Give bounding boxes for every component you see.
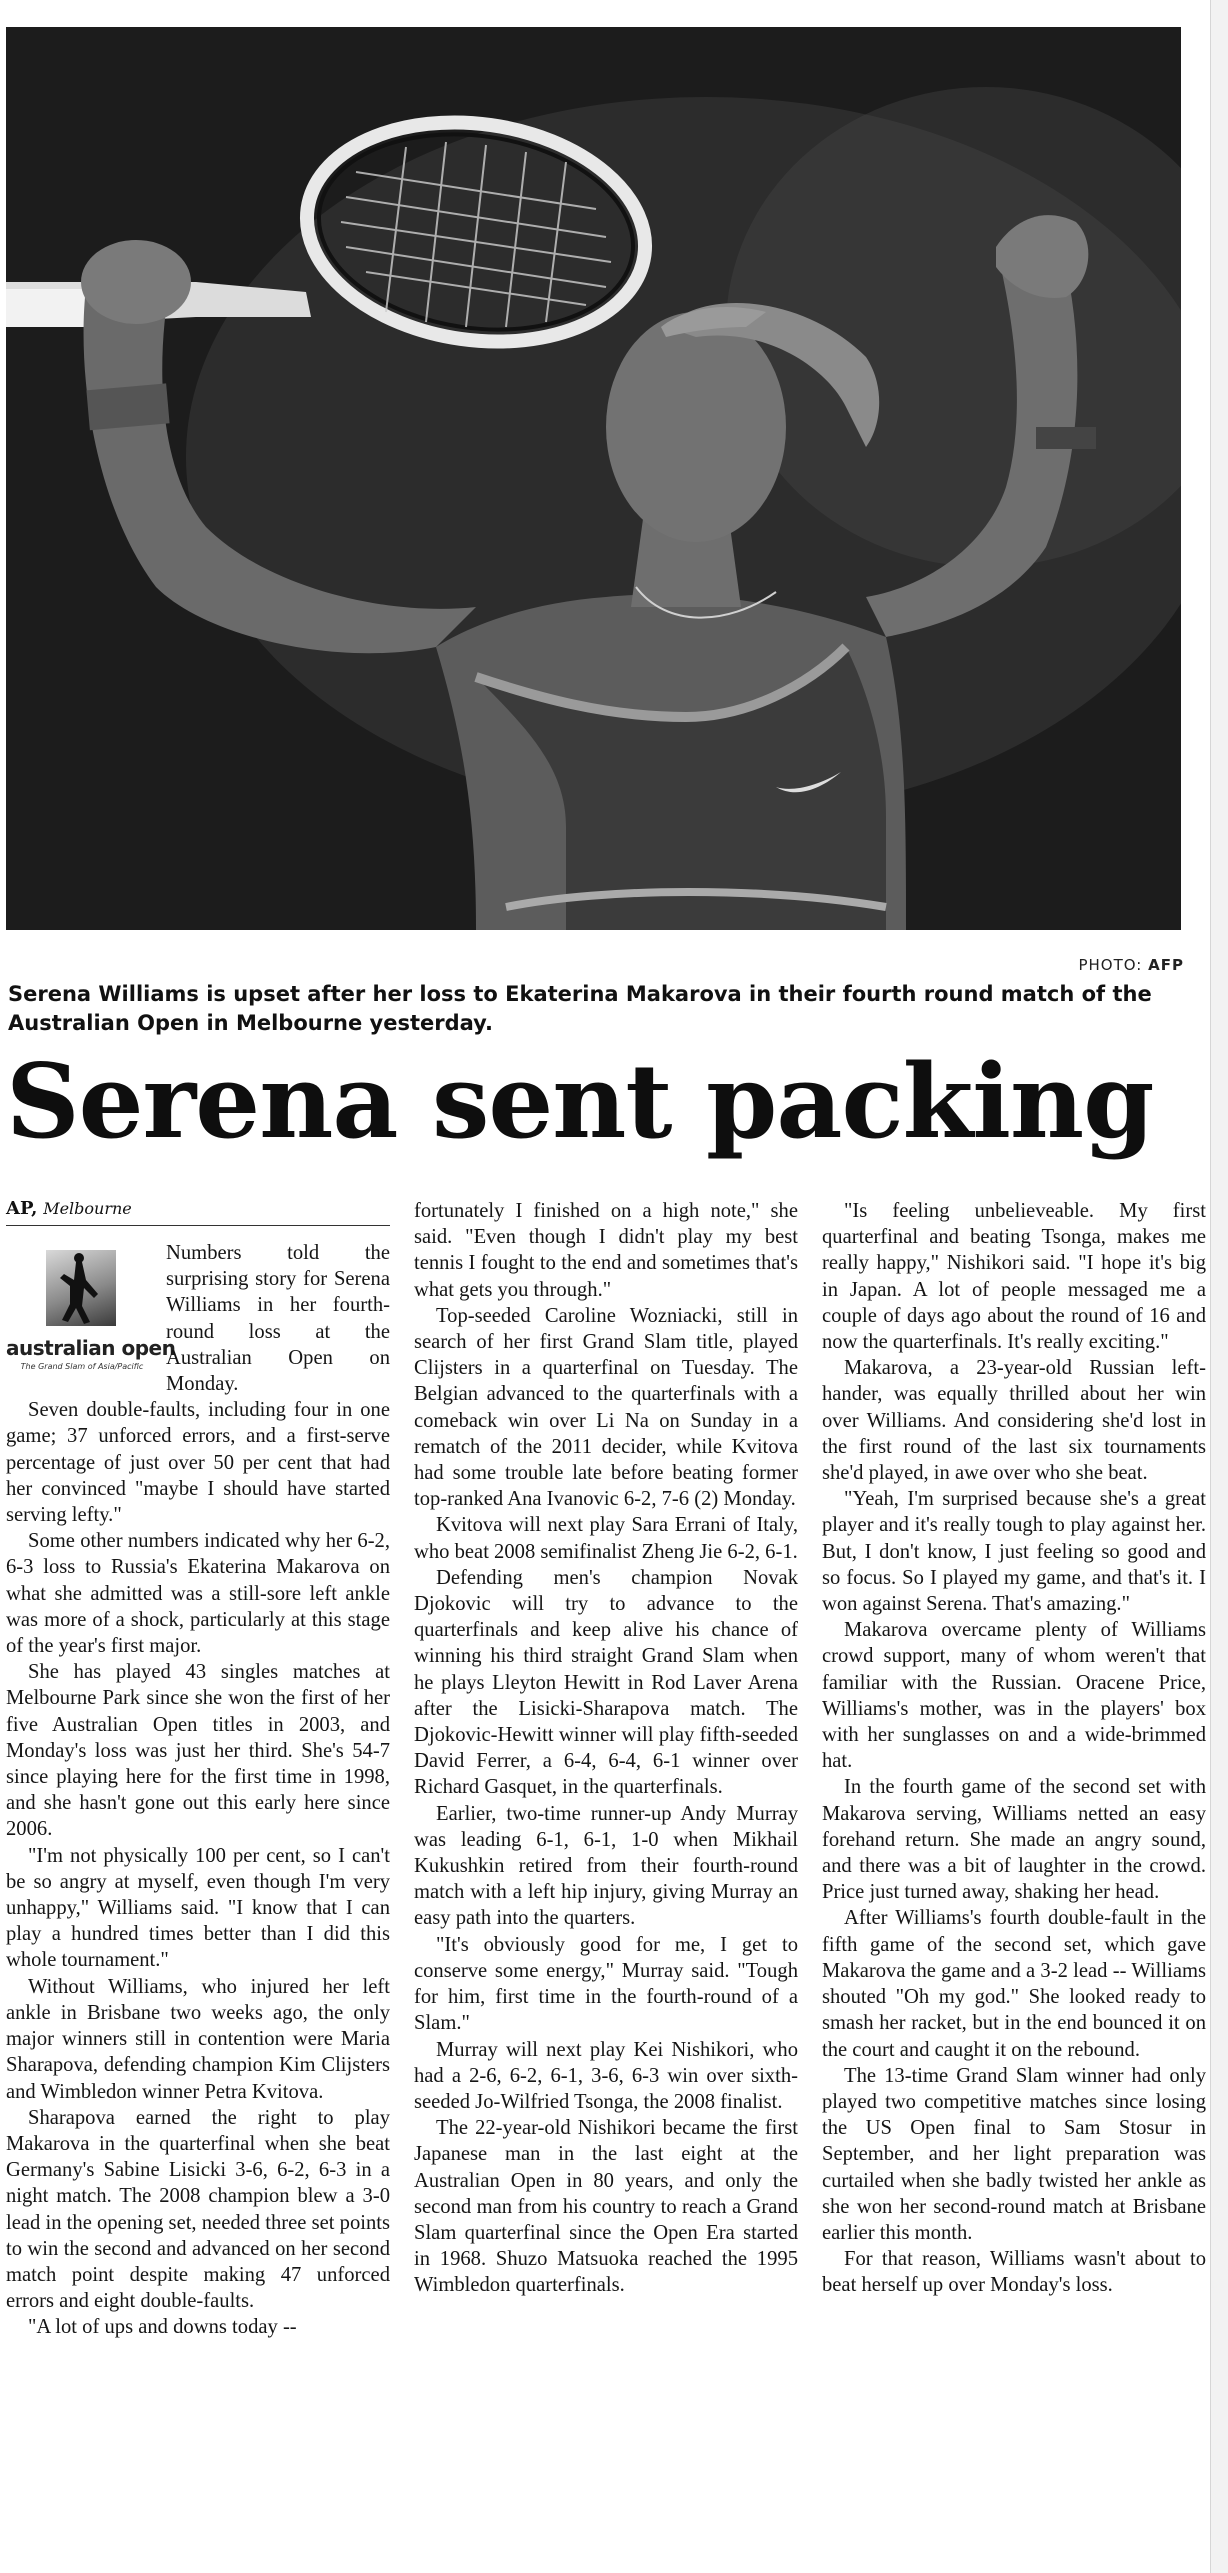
paragraph: "It's obviously good for me, I get to conserve some energy," Murray said. "Tough for him, first time in the fourth-round of a Slam.": [414, 1933, 798, 2035]
paragraph: fortunately I finished on a high note," she said. "Even though I didn't play my best tennis I fought to the end and sometimes that's what gets you through.": [414, 1200, 798, 1301]
paragraph: Earlier, two-time runner-up Andy Murray was leading 6-1, 6-1, 1-0 when Mikhail Kukushkin retired from their fourth-round match with a left hip injury, giving Murray an easy path into the quarters.: [414, 1802, 798, 1930]
photo-caption: Serena Williams is upset after her loss to Ekaterina Makarova in their fourth round match of the Australian Open in Melbourne yesterday.: [8, 982, 1152, 1035]
photo-credit: [1078, 956, 1184, 974]
article-column-3: [822, 1198, 1206, 2299]
paragraph: Defending men's champion Novak Djokovic will try to advance to the quarterfinals and keep alive his chance of winning his third straight Grand Slam when he plays Lleyton Hewitt in Rod Laver Arena after the Lisicki-Sharapova match. The Djokovic-Hewitt winner will play fifth-seeded David Ferrer, a 6-4, 6-4, 6-1 winner over Richard Gasquet, in the quarterfinals.: [414, 1566, 798, 1799]
paragraph: Kvitova will next play Sara Errani of Italy, who beat 2008 semifinalist Zheng Jie 6-2, 6-1.: [414, 1514, 798, 1563]
paragraph: Makarova, a 23-year-old Russian left-hander, was equally thrilled about her win over Williams. And considering she'd lost in the first round of the last six tournaments she'd played, in awe over who she beat.: [822, 1357, 1206, 1485]
headline: Serena sent packing: [6, 1042, 1154, 1162]
page-edge: [1210, 0, 1228, 2573]
paragraph: She has played 43 singles matches at Melbourne Park since she won the first of her five Australian Open titles in 2003, and Monday's loss was just her third. She's 54-7 since playing here for the first time in 1998, and she hasn't gone out this early here since 2006.: [6, 1661, 390, 1841]
paragraph: Sharapova earned the right to play Makarova in the quarterfinal when she beat Germany's Sabine Lisicki 3-6, 6-2, 6-3 in a night match. The 2008 champion blew a 3-0 lead in the opening set, needed three set points to win the second and advanced on her second match point despite making 47 unforced errors and eight double-faults.: [6, 2106, 390, 2313]
photo-credit-label: PHOTO:: [1078, 956, 1143, 974]
paragraph: Seven double-faults, including four in one game; 37 unforced errors, and a first-serve percentage of just over 50 per cent that had her convinced "maybe I should have started serving lefty.": [6, 1399, 390, 1527]
paragraph: "A lot of ups and downs today --: [28, 2316, 297, 2339]
byline: [6, 1198, 390, 1226]
article-photo: [6, 27, 1181, 930]
paragraph: Without Williams, who injured her left ankle in Brisbane two weeks ago, the only major winners still in contention were Maria Sharapova, defending champion Kim Clijsters and Wimbledon winner Petra Kvitova.: [6, 1975, 390, 2103]
paragraph: For that reason, Williams wasn't about to beat herself up over Monday's loss.: [822, 2248, 1206, 2297]
paragraph: Some other numbers indicated why her 6-2, 6-3 loss to Russia's Ekaterina Makarova on what she admitted was a still-sore left ankle was more of a shock, particularly at this stage of the year's first major.: [6, 1530, 390, 1658]
paragraph: Murray will next play Kei Nishikori, who had a 2-6, 6-2, 6-1, 3-6, 6-3 win over sixth-seeded Jo-Wilfried Tsonga, the 2008 finalist.: [414, 2038, 798, 2113]
paragraph: Numbers told the surprising story for Serena Williams in her fourth-round loss at the Australian Open on Monday.: [166, 1242, 390, 1396]
article-column-2: [414, 1198, 798, 2299]
paragraph: "I'm not physically 100 per cent, so I can't be so angry at myself, even though I'm very unhappy," Williams said. "I know that I can play a hundred times better than I did this whole tournament.": [6, 1844, 390, 1972]
paragraph: The 22-year-old Nishikori became the first Japanese man in the last eight at the Australian Open in 80 years, and only the second man from his country to reach a Grand Slam quarterfinal since the Open Era started in 1968. Shuzo Matsuoka reached the 1995 Wimbledon quarterfinals.: [414, 2117, 798, 2297]
byline-agency: AP,: [6, 1198, 38, 1219]
paragraph: "Yeah, I'm surprised because she's a great player and it's really tough to play against her. But, I don't know, I just feeling so good and so focus. So I played my game, and that's it. I won against Serena. That's amazing.": [822, 1488, 1206, 1616]
byline-city: Melbourne: [43, 1199, 132, 1218]
logo-tagline: The Grand Slam of Asia/Pacific: [20, 1362, 144, 1371]
paragraph: The 13-time Grand Slam winner had only played two competitive matches since losing the US Open final to Sam Stosur in September, and her light preparation was curtailed when she badly twisted her ankle as she won her second-round match at Brisbane earlier this month.: [822, 2064, 1206, 2244]
logo-name: australian open: [6, 1336, 176, 1360]
paragraph: Top-seeded Caroline Wozniacki, still in search of her first Grand Slam title, played Clijsters in a quarterfinal on Tuesday. The Belgian advanced to the quarterfinals with a comeback win over Li Na on Sunday in a rematch of the 2011 decider, while Kvitova had some trouble late before beating former top-ranked Ana Ivanovic 6-2, 7-6 (2) Monday.: [414, 1304, 798, 1511]
paragraph: Makarova overcame plenty of Williams crowd support, many of whom weren't that familiar with the Russian. Oracene Price, Williams's mother, was in the players' box with her sunglasses on and a wide-brimmed hat.: [822, 1619, 1206, 1773]
photo-credit-source: AFP: [1148, 956, 1184, 974]
paragraph: After Williams's fourth double-fault in the fifth game of the second set, which gave Makarova the game and a 3-2 lead -- Williams shouted "Oh my god." She looked ready to smash her racket, but in the end bounced it on the court and caught it on the rebound.: [822, 1907, 1206, 2061]
paragraph: In the fourth game of the second set with Makarova serving, Williams netted an easy forehand return. She made an angry sound, and there was a bit of laughter in the crowd. Price just turned away, shaking her head.: [822, 1776, 1206, 1904]
paragraph: "Is feeling unbelieveable. My first quarterfinal and beating Tsonga, makes me really happy," Nishikori said. "I hope it's big in Japan. A lot of people messaged me a couple of days ago about the round of 16 and now the quarterfinals. It's really exciting.": [822, 1200, 1206, 1354]
logo-spacer: [6, 1240, 176, 1390]
article-column-1: [6, 1240, 390, 2341]
